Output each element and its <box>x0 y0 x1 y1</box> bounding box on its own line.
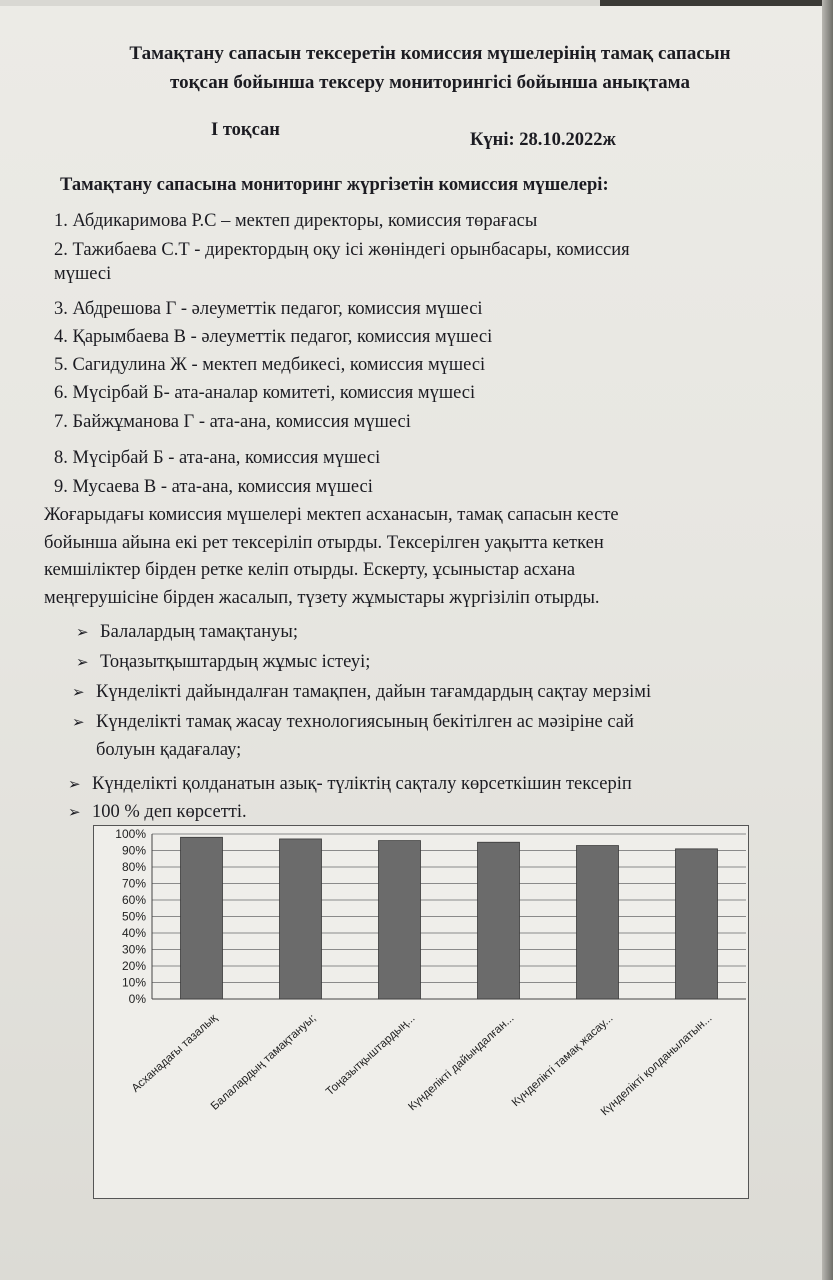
arrow-bullet-icon: ➢ <box>76 653 89 671</box>
y-tick-label: 70% <box>121 876 146 891</box>
page-edge-shadow <box>822 0 833 1280</box>
member-item: мүшесі <box>54 264 112 284</box>
bar <box>577 846 619 999</box>
y-tick-label: 20% <box>121 959 146 973</box>
paragraph-line: Жоғарыдағы комиссия мүшелері мектеп асханасын, тамақ сапасын кесте <box>44 505 619 525</box>
y-tick-label: 60% <box>121 893 146 907</box>
member-item: 4. Қарымбаева В - әлеуметтік педагог, комиссия мүшесі <box>54 327 493 347</box>
bullet-item: ➢ Күнделікті қолданатын азық- түліктің сақталу көрсеткішин тексеріп <box>68 774 632 794</box>
arrow-bullet-icon: ➢ <box>68 775 81 793</box>
bar-chart <box>94 826 748 1198</box>
y-tick-label: 30% <box>121 942 146 957</box>
paragraph-line: меңгерушісіне бірден жасалып, түзету жұмыстары жүргізіліп отырды. <box>44 588 600 608</box>
bar <box>280 839 322 999</box>
bullet-item: ➢ Тоңазытқыштардың жұмыс істеуі; <box>76 652 371 672</box>
bar <box>478 842 520 999</box>
member-item: 9. Мусаева В - ата-ана, комиссия мүшесі <box>54 477 373 497</box>
date-label: Күні: 28.10.2022ж <box>470 130 616 150</box>
y-tick-label: 40% <box>121 926 146 940</box>
y-tick-label: 80% <box>121 860 146 874</box>
bar <box>379 841 421 999</box>
paragraph-line: бойынша айына екі рет тексеріліп отырды. Тексерілген уақытта кеткен <box>44 533 604 553</box>
member-item: 6. Мүсірбай Б- ата-аналар комитеті, комиссия мүшесі <box>54 383 476 403</box>
x-tick-label: Балалардың тамақтануы; <box>208 1012 319 1113</box>
arrow-bullet-icon: ➢ <box>72 713 85 731</box>
commission-heading: Тамақтану сапасына мониторинг жүргізетін комиссия мүшелері: <box>60 175 609 195</box>
x-tick-label: Күнделікті қолданылатын... <box>598 1012 715 1119</box>
bullet-item: ➢ Күнделікті дайындалған тамақпен, дайын тағамдардың сақтау мерзімі <box>72 682 652 702</box>
y-tick-label: 10% <box>121 975 146 990</box>
bar <box>181 837 223 999</box>
bar <box>676 849 718 999</box>
doc-title-line1: Тамақтану сапасын тексеретін комиссия мүшелерінің тамақ сапасын <box>129 43 731 64</box>
member-item: 8. Мүсірбай Б - ата-ана, комиссия мүшесі <box>54 448 381 468</box>
arrow-bullet-icon: ➢ <box>68 803 81 821</box>
x-tick-label: Тоңазытқыштардың... <box>323 1012 418 1099</box>
arrow-bullet-icon: ➢ <box>76 623 89 641</box>
x-tick-label: Асханадағы тазалық <box>129 1012 220 1095</box>
member-item: 5. Сагидулина Ж - мектеп медбикесі, комиссия мүшесі <box>54 355 486 375</box>
arrow-bullet-icon: ➢ <box>72 683 85 701</box>
paragraph-line: кемшіліктер бірден ретке келіп отырды. Ескерту, ұсыныстар асхана <box>44 560 576 580</box>
member-item: 1. Абдикаримова Р.С – мектеп директоры, комиссия төрағасы <box>54 211 538 231</box>
member-item: 7. Байжұманова Г - ата-ана, комиссия мүшесі <box>54 412 411 432</box>
member-item: 2. Тажибаева С.Т - директордың оқу ісі жөніндегі орынбасары, комиссия <box>54 240 630 260</box>
bullet-item: ➢ Күнделікті тамақ жасау технологиясының бекітілген ас мәзіріне сай <box>72 712 634 732</box>
y-tick-label: 100% <box>115 827 146 841</box>
quarter-label: І тоқсан <box>211 120 280 140</box>
y-tick-label: 50% <box>121 909 146 924</box>
bullet-item: ➢ 100 % деп көрсетті. <box>68 802 247 822</box>
x-tick-label: Күнделікті дайындалған... <box>406 1012 517 1114</box>
bullet-item-continuation: болуын қадағалау; <box>96 740 242 760</box>
bullet-item: ➢ Балалардың тамақтануы; <box>76 622 298 642</box>
bar-chart-frame <box>93 825 749 1199</box>
y-tick-label: 90% <box>121 843 146 858</box>
x-tick-label: Күнделікті тамақ жасау... <box>509 1012 616 1110</box>
y-tick-label: 0% <box>128 992 146 1006</box>
member-item: 3. Абдрешова Г - әлеуметтік педагог, комиссия мүшесі <box>54 299 483 319</box>
doc-title-line2: тоқсан бойынша тексеру мониторингісі бойынша анықтама <box>170 72 690 93</box>
